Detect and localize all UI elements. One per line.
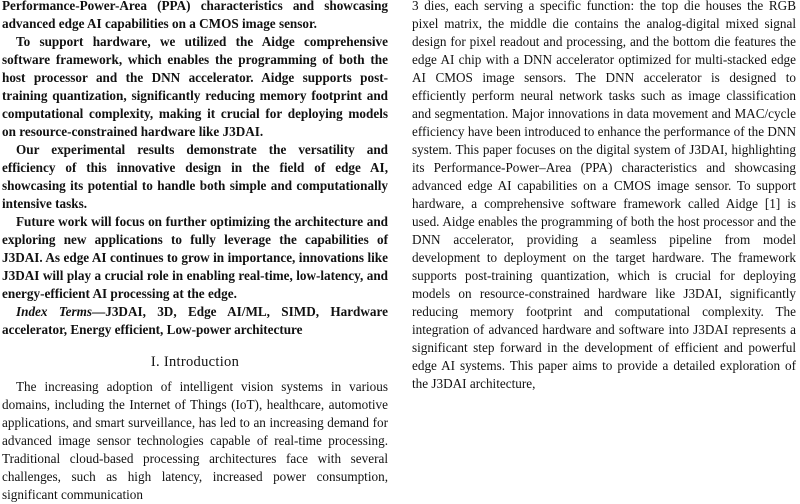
abstract-paragraph: To support hardware, we utilized the Aidge comprehensive software framework, which enables the programming of both the host processor and the DNN accelerator. Aidge supports post-training quantization, significantly reducing memory footprint and computational complexity, making it crucial for deploying models on resource-constrained hardware like J3DAI. — [2, 34, 388, 139]
index-terms-text: —J3DAI, 3D, Edge AI/ML, SIMD, Hardware accelerator, Energy efficient, Low-power architecture — [2, 304, 388, 337]
right-body — [412, 0, 796, 393]
abstract-paragraph: Performance-Power-Area (PPA) characteristics and showcasing advanced edge AI capabilities on a CMOS image sensor. — [2, 0, 388, 31]
index-terms — [2, 303, 388, 339]
right-column — [412, 0, 796, 393]
abstract-paragraph: Future work will focus on further optimizing the architecture and exploring new applications to fully leverage the capabilities of J3DAI. As edge AI continues to grow in importance, innovations like J3DAI will play a crucial role in enabling real-time, low-latency, and energy-efficient AI processing at the edge. — [2, 214, 388, 301]
body-paragraph: 3 dies, each serving a specific function: the top die houses the RGB pixel matrix, the middle die contains the analog-digital mixed signal design for pixel readout and processing, and the bottom die features the edge AI chip with a DNN accelerator optimized for multi-stacked edge AI CMOS image sensors. The DNN accelerator is designed to efficiently perform neural network tasks such as image classification and segmentation. Major innovations in data movement and MAC/cycle efficiency have been introduced to enhance the performance of the DNN system. This paper focuses on the digital system of J3DAI, highlighting its Performance-Power–Area (PPA) characteristics and showcasing advanced edge AI capabilities on a CMOS image sensor. To support hardware, a comprehensive software framework called Aidge [1] is used. Aidge enables the programming of both the host processor and the DNN accelerator, providing a seamless pipeline from model development to deployment on the target hardware. The framework supports post-training quantization, which is crucial for deploying models on resource-constrained hardware like J3DAI, significantly reducing memory footprint and computational complexity. The integration of advanced hardware and software into J3DAI represents a significant step forward in the development of efficient and powerful edge AI systems. This paper aims to provide a detailed exploration of the J3DAI architecture, — [412, 0, 796, 391]
abstract — [2, 0, 388, 303]
abstract-paragraph: Our experimental results demonstrate the versatility and efficiency of this innovative design in the field of edge AI, showcasing its potential to handle both simple and computationally intensive tasks. — [2, 142, 388, 211]
index-terms-label: Index Terms — [16, 304, 93, 319]
intro-paragraph: The increasing adoption of intelligent vision systems in various domains, including the Internet of Things (IoT), healthcare, automotive applications, and smart surveillance, has led to an increasing demand for advanced image sensor technologies capable of real-time processing. Traditional cloud-based processing architectures face with several challenges, such as high latency, increased power consumption, significant communication — [2, 379, 388, 502]
section-heading: I. Introduction — [150, 354, 240, 370]
intro-body — [2, 378, 388, 504]
left-column — [2, 0, 388, 504]
